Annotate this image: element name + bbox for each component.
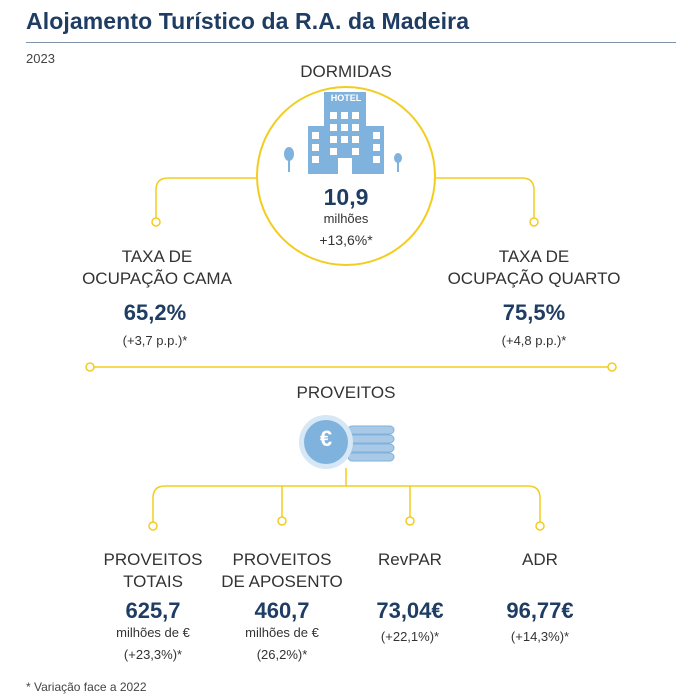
proveitos-totais-label-line2: TOTAIS xyxy=(123,572,183,591)
proveitos-totais-label xyxy=(104,549,203,593)
proveitos-aposento-unit: milhões de € xyxy=(245,625,319,640)
revpar-change: (+22,1%)* xyxy=(380,629,440,644)
taxa-quarto-change: (+4,8 p.p.)* xyxy=(501,333,567,348)
dormidas-unit: milhões xyxy=(323,211,369,226)
taxa-cama-change: (+3,7 p.p.)* xyxy=(122,333,188,348)
proveitos-totais-label-line1: PROVEITOS xyxy=(103,550,203,569)
proveitos-totais-value: 625,7 xyxy=(125,598,181,623)
revpar-value: 73,04€ xyxy=(376,598,444,623)
taxa-quarto-label xyxy=(448,246,621,290)
dormidas-value: 10,9 xyxy=(323,184,369,210)
dormidas-change: +13,6%* xyxy=(319,232,373,248)
proveitos-label: PROVEITOS xyxy=(296,383,396,402)
hotel-icon xyxy=(280,92,412,174)
proveitos-aposento-change: (26,2%)* xyxy=(256,647,308,662)
footnote: * Variação face a 2022 xyxy=(26,680,147,694)
taxa-quarto-label-line1: TAXA DE xyxy=(498,247,570,266)
page-title: Alojamento Turístico da R.A. da Madeira xyxy=(26,8,470,34)
taxa-cama-label-line1: TAXA DE xyxy=(121,247,193,266)
revpar-label: RevPAR xyxy=(378,550,442,569)
proveitos-aposento-value: 460,7 xyxy=(254,598,310,623)
taxa-quarto-label-line2: OCUPAÇÃO QUARTO xyxy=(447,269,621,288)
proveitos-aposento-label-line1: PROVEITOS xyxy=(232,550,332,569)
proveitos-totais-unit: milhões de € xyxy=(116,625,190,640)
adr-value: 96,77€ xyxy=(506,598,574,623)
hotel-sign-text: HOTEL xyxy=(330,93,362,103)
taxa-cama-label xyxy=(82,246,232,290)
proveitos-aposento-label-line2: DE APOSENTO xyxy=(221,572,343,591)
proveitos-aposento-label xyxy=(221,549,343,593)
euro-coins-icon xyxy=(296,414,400,470)
adr-change: (+14,3%)* xyxy=(510,629,570,644)
year-label: 2023 xyxy=(26,51,55,66)
taxa-cama-value: 65,2% xyxy=(123,300,187,325)
taxa-quarto-value: 75,5% xyxy=(502,300,566,325)
adr-label: ADR xyxy=(522,550,558,569)
dormidas-label: DORMIDAS xyxy=(300,62,392,81)
taxa-cama-label-line2: OCUPAÇÃO CAMA xyxy=(82,269,232,288)
euro-symbol: € xyxy=(319,426,333,451)
proveitos-totais-change: (+23,3%)* xyxy=(123,647,183,662)
